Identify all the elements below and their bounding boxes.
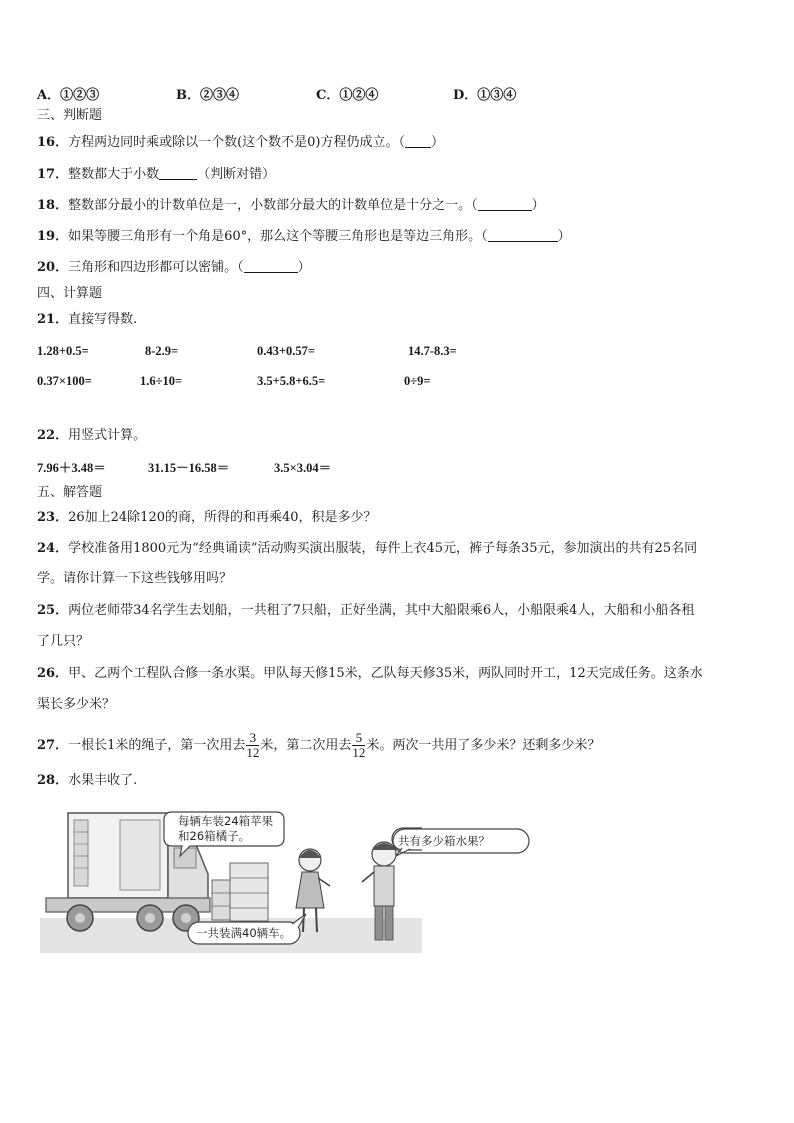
question-text: 方程两边同时乘或除以一个数(这个数不是0)方程仍成立。（: [68, 135, 406, 150]
answer-blank[interactable]: [244, 259, 298, 273]
question-text-end: ）: [431, 135, 445, 150]
bubble-load-line-2: 和26箱橘子。: [178, 829, 251, 843]
question-number: 25．: [37, 603, 69, 618]
question-number: 27．: [37, 738, 69, 753]
fraction-numerator: 3: [246, 731, 259, 746]
question-number: 22．: [37, 428, 69, 443]
question-text: 26加上24除120的商，所得的和再乘40，积是多少？: [68, 510, 377, 525]
question-number: 23．: [37, 510, 69, 525]
fraction-denominator: 12: [246, 745, 260, 760]
question-number: 17．: [37, 167, 69, 182]
bubble-load-line-1: 每辆车装24箱苹果: [178, 814, 274, 828]
question-20: [37, 259, 311, 277]
question-text: 三角形和四边形都可以密铺。（: [68, 260, 244, 275]
fraction-five-twelfths: [352, 731, 365, 760]
calc-item: 1.28+0.5=: [37, 344, 89, 358]
speech-bubble-question-outline: [392, 828, 532, 858]
answer-blank[interactable]: [159, 166, 197, 180]
fraction-numerator: 5: [352, 731, 365, 746]
question-text: 水果丰收了.: [68, 773, 138, 788]
question-text: 用竖式计算。: [68, 428, 147, 443]
question-24-line-1: [37, 540, 697, 558]
vertical-calc-item: 3.5×3.04＝: [274, 461, 332, 475]
question-number: 20．: [37, 260, 69, 275]
question-18: [37, 197, 545, 215]
question-text-end: （判断对错）: [197, 167, 276, 182]
question-26-line-2: 渠长多少米？: [37, 697, 116, 712]
question-number: 19．: [37, 229, 69, 244]
question-22: [37, 427, 146, 445]
question-19: [37, 228, 571, 246]
question-text: 甲、乙两个工程队合修一条水渠。甲队每天修15米，乙队每天修35米，两队同时开工，12天完成任务。这条水: [68, 666, 703, 681]
question-24-line-2: 学。请你计算一下这些钱够用吗？: [37, 571, 233, 586]
option-a: A．①②③: [37, 88, 100, 103]
question-number: 28．: [37, 773, 69, 788]
question-23: [37, 509, 377, 527]
option-b: B．②③④: [176, 88, 239, 103]
vertical-calc-item: 31.15－16.58＝: [148, 461, 230, 475]
answer-blank[interactable]: [405, 134, 431, 148]
question-text: 米，第二次用去: [260, 738, 352, 753]
answer-blank[interactable]: [478, 197, 532, 211]
question-text: 米。两次一共用了多少米？还剩多少米？: [366, 738, 601, 753]
answer-blank[interactable]: [488, 228, 558, 242]
fruit-crates-icon: [212, 863, 268, 921]
calc-item: 14.7-8.3=: [408, 344, 457, 358]
question-number: 21．: [37, 312, 69, 327]
question-text-end: ）: [531, 198, 545, 213]
question-text: 直接写得数.: [68, 312, 138, 327]
section-heading-judgement: 三、判断题: [37, 108, 103, 123]
question-text-end: ）: [557, 229, 571, 244]
question-25-line-2: 了几只？: [37, 634, 90, 649]
question-text: 整数都大于小数: [68, 167, 160, 182]
question-21: [37, 311, 137, 329]
question-27: [37, 731, 600, 760]
question-25-line-1: [37, 602, 694, 620]
question-number: 24．: [37, 541, 69, 556]
calc-item: 8-2.9=: [145, 344, 179, 358]
vertical-calc-item: 7.96＋3.48＝: [37, 461, 106, 475]
question-number: 16．: [37, 135, 69, 150]
question-28: [37, 772, 137, 790]
question-16: [37, 134, 444, 152]
section-heading-word-problems: 五、解答题: [37, 485, 103, 500]
fraction-three-twelfths: [246, 731, 259, 760]
question-text: 两位老师带34名学生去划船，一共租了7只船，正好坐满，其中大船限乘6人，小船限乘4人，大船和小船各租: [68, 603, 695, 618]
question-text-end: ）: [297, 260, 311, 275]
option-d: D．①③④: [453, 88, 517, 103]
question-text: 学校准备用1800元为“经典诵读”活动购买演出服装，每件上衣45元，裤子每条35元，参加演出的共有25名同: [68, 541, 698, 556]
section-heading-calculation: 四、计算题: [37, 286, 103, 301]
calc-item: 1.6÷10=: [140, 374, 183, 388]
bubble-total-text: 一共装满40辆车。: [196, 926, 292, 940]
calc-item: 3.5+5.8+6.5=: [257, 374, 326, 388]
bubble-question-text: 共有多少箱水果？: [398, 834, 490, 848]
calc-item: 0÷9=: [404, 374, 431, 388]
question-17: [37, 166, 275, 184]
question-number: 26．: [37, 666, 69, 681]
question-text: 如果等腰三角形有一个角是60°，那么这个等腰三角形也是等边三角形。（: [68, 229, 488, 244]
option-c: C．①②④: [316, 88, 379, 103]
question-text: 一根长1米的绳子，第一次用去: [68, 738, 246, 753]
question-text: 整数部分最小的计数单位是一，小数部分最大的计数单位是十分之一。（: [68, 198, 478, 213]
fraction-denominator: 12: [352, 745, 366, 760]
calc-item: 0.37×100=: [37, 374, 92, 388]
question-number: 18．: [37, 198, 69, 213]
question-26-line-1: [37, 665, 703, 683]
fruit-truck-illustration: [40, 808, 422, 953]
calc-item: 0.43+0.57=: [257, 344, 315, 358]
